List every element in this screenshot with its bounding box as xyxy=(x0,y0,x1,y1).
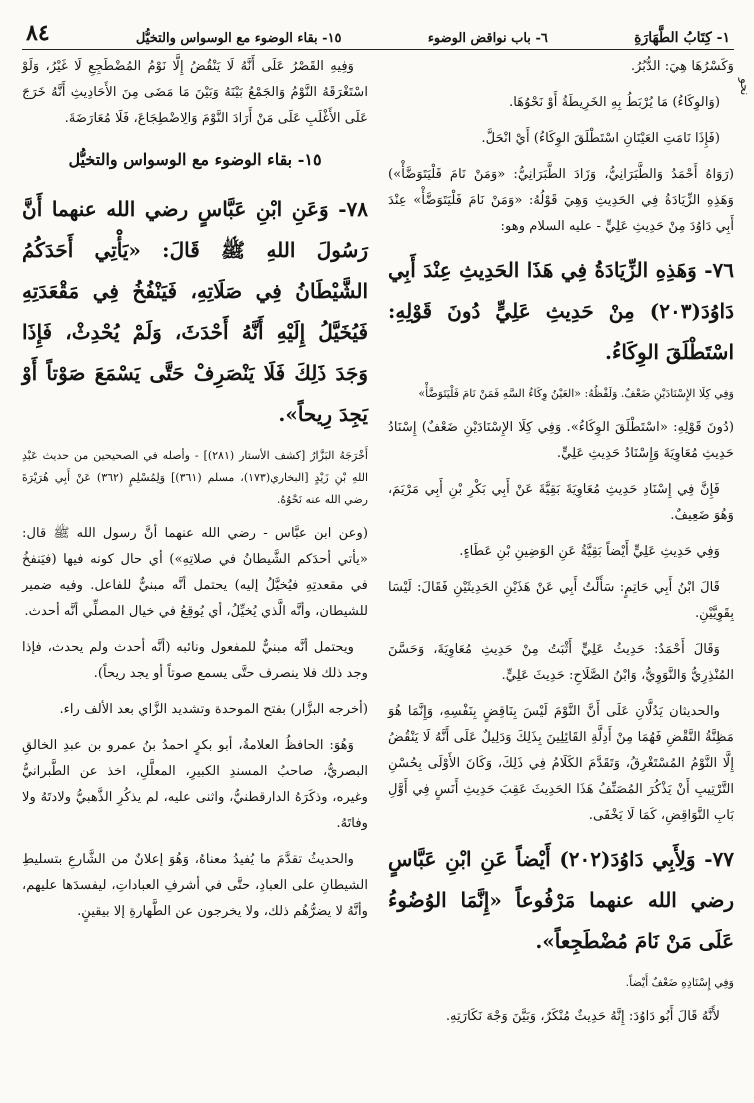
commentary-paragraph: قَالَ ابْنُ أَبِي حَاتِمٍ: سَأَلْتُ أَبِي عَنْ هَذَيْنِ الحَدِيثَيْنِ فَقَالَ: لَيْسَا بِقَوِيَّيْنِ. xyxy=(388,580,734,621)
commentary-paragraph: (أخرجه البزَّار) بفتح الموحدة وتشديد الزَّاي بعد الألف راء. xyxy=(59,702,368,717)
hadith-text: ٧٧- وَلِأَبِي دَاوُدَ(٢٠٢) أَيْضاً عَنِ ابْنِ عَبَّاسٍ رضي الله عنهما مَرْفُوعاً «إِنَّمَا الوُضُوءُ عَلَى مَنْ نَامَ مُضْطَجِعاً». xyxy=(388,847,734,953)
commentary-paragraph: والحديثان يَدُلَّانِ عَلَى أَنَّ النَّوْمَ لَيْسَ بِنَاقِضٍ بِنَفْسِهِ، وَإِنَّمَا هُوَ مَظِنَّةُ النَّقْضِ فَهُمَا مِنْ أَدِلَّةِ القَائِلِينَ بِذَلِكَ وَدَلِيلٌ عَلَى أَنَّهُ لَا يَنْقُضُ إِلَّا النَّوْمُ المُسْتَغْرِقُ، وَتَقَدَّمَ الكَلَامُ فِي ذَلِكَ، وَكَانَ الأَوْلَى بِحُسْنِ التَّرْتِيبِ أَنْ يَذْكُرَ المُصَنِّفُ هَذَا الحَدِيثَ عَقِبَ حَدِيثِ أَنَسٍ فِي أَوَّلِ بَابِ النَّوَاقِضِ، كَمَا لَا يَخْفَى. xyxy=(388,704,734,823)
commentary-paragraph: لأَنَّهُ قَالَ أَبُو دَاوُدَ: إِنَّهُ حَدِيثٌ مُنْكَرٌ، وَبَيَّنَ وَجْهَ نَكَارَتِهِ. xyxy=(445,1009,720,1024)
footnote-text: وَفِي كِلَا الإِسْنَادَيْنِ ضَعْفٌ. وَلَفْظُهُ: «العَيْنُ وِكَاءُ السَّهِ فَمَنْ نَامَ فَلْيَتَوَضَّأْ» xyxy=(418,387,734,400)
left-column xyxy=(22,54,368,1094)
header-book-title: ١- كِتَابُ الطَّهَارَةِ xyxy=(634,30,730,46)
commentary-paragraph: (وَالوِكَاءُ) مَا يُرْبَطُ بِهِ الخَرِيطَةُ أَوْ نَحْوُهَا. xyxy=(509,95,720,110)
commentary-paragraph: وَقَالَ أَحْمَدُ: حَدِيثُ عَلِيٍّ أَثْبَتُ مِنْ حَدِيثِ مُعَاوِيَةَ، وَحَسَّنَ المُنْذِرِيُّ وَالنَّوَوِيُّ، وَابْنُ الصَّلَاحِ: حَدِيثَ عَلِيٍّ. xyxy=(388,642,734,683)
book-page xyxy=(22,14,734,1094)
commentary-paragraph: ويحتمل أنَّه مبنيٌّ للمفعول ونائبه (أنَّه أحدث ولم يحدث، فإذا وجد ذلك فلا ينصرف حتَّى يسمع صوتاً أو يجد ريحاً). xyxy=(22,640,368,681)
header-section-title: ١٥- بقاء الوضوء مع الوسواس والتخيُّل xyxy=(135,31,342,46)
hadith-text: ٧٨- وَعَنِ ابْنِ عَبَّاسٍ رضي الله عنهما أَنَّ رَسُولَ اللهِ ﷺ قَالَ: «يَأْتِي أَحَدَكُمُ الشَّيْطَانُ فِي صَلَاتِهِ، فَيَنْفُخُ فِي مَقْعَدَتِهِ فَيُخَيَّلُ إِلَيْهِ أَنَّهُ أَحْدَثَ، وَلَمْ يُحْدِثْ، فَإِذَا وَجَدَ ذَلِكَ فَلَا يَنْصَرِفْ حَتَّى يَسْمَعَ صَوْتاً أَوْ يَجِدَ رِيحاً». xyxy=(22,197,368,426)
margin-note: نحو xyxy=(738,78,752,96)
commentary-paragraph: فَإِنَّ فِي إِسْنَادِ حَدِيثِ مُعَاوِيَةَ بَقِيَّةَ عَنْ أَبِي بَكْرِ بْنِ أَبِي مَرْيَمَ، وَهُوَ ضَعِيفٌ. xyxy=(388,482,734,523)
commentary-paragraph: وَفِي حَدِيثِ عَلِيٍّ أَيْضاً بَقِيَّةُ عَنِ الوَضِينِ بْنِ عَطَاءٍ. xyxy=(459,544,720,559)
footnote-text: أَخْرَجَهُ البَزَّارُ [كشف الأستار (٢٨١)] - وأصله في الصحيحين من حديث عَبْدِ اللهِ بْنِ زَيْدٍ [البخاري(١٧٣)، مسلم (٣٦١)] وَلِمُسْلِمٍ (٣٦٢) عَنْ أَبِي هُرَيْرَةَ رضي الله عنه نَحْوُهُ. xyxy=(22,449,368,506)
commentary-paragraph: والحديثُ تقدَّمَ ما يُفيدُ معناهُ، وَهُوَ إعلانٌ من الشَّارعِ بتسليطِ الشيطانِ على العبادِ، حتَّى في أشرفِ العباداتِ، ليفسدَها عليهم، وأنَّهُ لا يضرُّهُم ذلك، ولا يخرجون عن الطَّهارةِ إلا بيقينٍ. xyxy=(22,852,368,919)
header-chapter-title: ٦- باب نواقض الوضوء xyxy=(427,31,548,46)
right-column xyxy=(388,54,734,1094)
text-columns xyxy=(22,54,734,1094)
commentary-paragraph: (دُونَ قَوْلِهِ: «اسْتَطْلَقَ الوِكَاءُ». وَفِي كِلَا الإِسْنَادَيْنِ ضَعْفٌ) إِسْنَادُ حَدِيثِ مُعَاوِيَةَ وَإِسْنَادُ حَدِيثِ عَلِيٍّ. xyxy=(388,420,734,461)
commentary-paragraph: وَهُوَ: الحافظُ العلامةُ، أبو بكرٍ احمدُ بنُ عمرو بن عبدِ الخالقِ البصريُّ، صاحبُ المسندِ الكبيرِ، المعلَّلِ، اخذ عن الطَّبرانيُّ وغيره، وذكَرَهُ الدارقطنيُّ، واثنى عليه، لم يذكُرِ الذَّهبيُّ ولادتَهُ ولا وفاتَهُ. xyxy=(22,738,368,831)
commentary-paragraph: (وعن ابن عبَّاس - رضي الله عنهما أنَّ رسول الله ﷺ قال: «يأتي أحدَكم الشَّيطانُ في صلاتِهِ») أي حال كونه فيها (فيَنفخُ في مقعدتِهِ فيُخيَّلُ إليه) يحتمل أنَّه مبنيٌّ للفاعل. وفيه ضمير للشيطان، وأنَّه الَّذي يُخيِّلُ، أي يُوقِعُ في خيال المصلِّي أنَّه أحدث. xyxy=(22,526,368,619)
footnote-text: وَفِي إِسْنَادِهِ ضَعْفٌ أَيْضاً. xyxy=(625,976,734,989)
page-number: ٨٤ xyxy=(26,20,50,46)
hadith-text: ٧٦- وَهَذِهِ الزِّيَادَةُ فِي هَذَا الحَدِيثِ عِنْدَ أَبِي دَاوُدَ(٢٠٣) مِنْ حَدِيثِ عَلِيٍّ دُونَ قَوْلِهِ: اسْتَطْلَقَ الوِكَاءُ. xyxy=(388,258,734,364)
commentary-paragraph: وَكَسْرُهَا هِيَ: الدُّبُرُ. xyxy=(630,59,734,74)
commentary-paragraph: (فَإِذَا نَامَتِ العَيْنَانِ اسْتَطْلَقَ الوِكَاءُ) أَيْ انْحَلَّ. xyxy=(481,131,720,146)
page-header xyxy=(22,14,734,50)
section-heading: ١٥- بقاء الوضوء مع الوسواس والتخيُّل xyxy=(68,150,322,169)
commentary-paragraph: وَفِيهِ القَصْرُ عَلَى أَنَّهُ لَا يَنْقُضُ إِلَّا نَوْمُ المُضْطَجِعِ لَا غَيْرُ، وَلَوْ اسْتَغْرَقَهُ النَّوْمُ وَالجَمْعُ بَيْنَهُ وَبَيْنَ مَا مَضَى مِنَ الأَحَادِيثِ أَنَّهُ خَرَجَ عَلَى الأَغْلَبِ عَلَى مَنْ أَرَادَ النَّوْمَ وَالِاضْطِجَاعَ، فَلَا مُعَارَضَةَ. xyxy=(22,59,368,126)
commentary-paragraph: (رَوَاهُ أَحْمَدُ وَالطَّبَرَانِيُّ، وَزَادَ الطَّبَرَانِيُّ: «وَمَنْ نَامَ فَلْيَتَوَضَّأْ») وَهَذِهِ الزِّيَادَةُ فِي الحَدِيثِ وَهِيَ قَوْلُهُ: «وَمَنْ نَامَ فَلْيَتَوَضَّأْ» عِنْدَ أَبِي دَاوُدَ مِنْ حَدِيثِ عَلِيٍّ - عليه السلام وهو: xyxy=(388,167,734,234)
